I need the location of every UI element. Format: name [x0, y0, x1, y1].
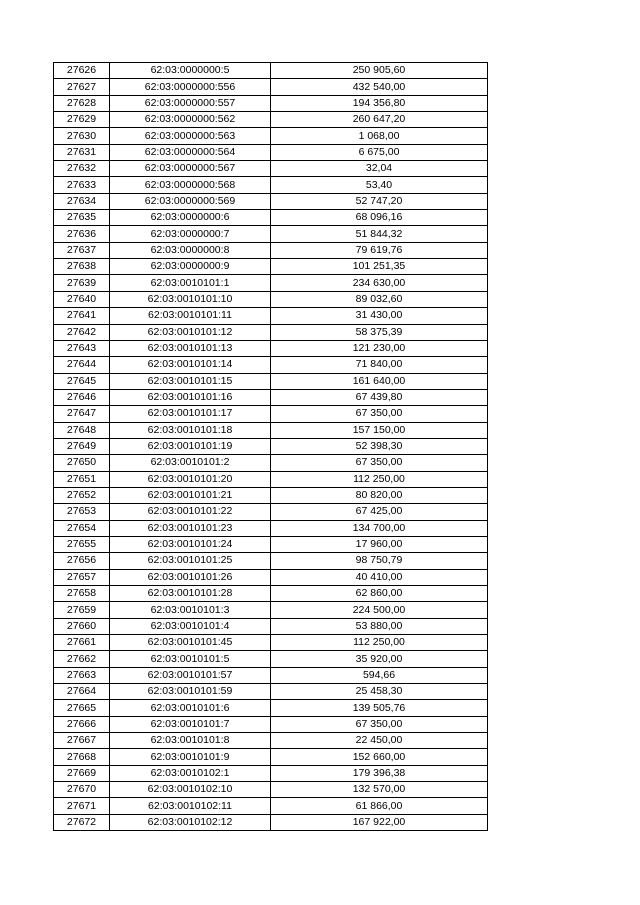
cadastral-number-cell: 62:03:0000000:556 — [110, 79, 271, 95]
cadastral-number-cell: 62:03:0000000:564 — [110, 144, 271, 160]
cadastral-value-cell: 139 505,76 — [271, 700, 488, 716]
table-row — [54, 193, 488, 209]
row-number-cell: 27629 — [54, 112, 110, 128]
cadastral-value-cell: 132 570,00 — [271, 782, 488, 798]
cadastral-number-cell: 62:03:0000000:567 — [110, 161, 271, 177]
row-number-cell: 27647 — [54, 406, 110, 422]
cadastral-value-cell: 98 750,79 — [271, 553, 488, 569]
row-number-cell: 27660 — [54, 618, 110, 634]
table-row — [54, 373, 488, 389]
cadastral-number-cell: 62:03:0000000:557 — [110, 95, 271, 111]
table-row — [54, 520, 488, 536]
cadastral-number-cell: 62:03:0000000:562 — [110, 112, 271, 128]
table-row — [54, 504, 488, 520]
cadastral-number-cell: 62:03:0010101:17 — [110, 406, 271, 422]
cadastral-number-cell: 62:03:0010102:10 — [110, 782, 271, 798]
cadastral-number-cell: 62:03:0010101:13 — [110, 340, 271, 356]
cadastral-number-cell: 62:03:0000000:569 — [110, 193, 271, 209]
cadastral-value-cell: 58 375,39 — [271, 324, 488, 340]
cadastral-number-cell: 62:03:0010101:20 — [110, 471, 271, 487]
row-number-cell: 27672 — [54, 814, 110, 830]
row-number-cell: 27657 — [54, 569, 110, 585]
table-row — [54, 782, 488, 798]
cadastral-value-cell: 25 458,30 — [271, 684, 488, 700]
table-row — [54, 814, 488, 830]
table-row — [54, 586, 488, 602]
cadastral-value-cell: 179 396,38 — [271, 765, 488, 781]
cadastral-number-cell: 62:03:0010101:59 — [110, 684, 271, 700]
cadastral-value-cell: 112 250,00 — [271, 471, 488, 487]
cadastral-number-cell: 62:03:0010101:3 — [110, 602, 271, 618]
cadastral-value-cell: 67 439,80 — [271, 389, 488, 405]
table-row — [54, 455, 488, 471]
cadastral-value-cell: 89 032,60 — [271, 291, 488, 307]
table-row — [54, 210, 488, 226]
cadastral-value-cell: 1 068,00 — [271, 128, 488, 144]
cadastral-value-table — [53, 62, 488, 831]
table-row — [54, 324, 488, 340]
cadastral-number-cell: 62:03:0010101:19 — [110, 438, 271, 454]
table-row — [54, 275, 488, 291]
row-number-cell: 27646 — [54, 389, 110, 405]
table-row — [54, 95, 488, 111]
cadastral-value-cell: 161 640,00 — [271, 373, 488, 389]
cadastral-number-cell: 62:03:0010102:11 — [110, 798, 271, 814]
cadastral-value-cell: 53,40 — [271, 177, 488, 193]
cadastral-value-cell: 40 410,00 — [271, 569, 488, 585]
row-number-cell: 27668 — [54, 749, 110, 765]
cadastral-number-cell: 62:03:0000000:9 — [110, 259, 271, 275]
row-number-cell: 27641 — [54, 308, 110, 324]
row-number-cell: 27636 — [54, 226, 110, 242]
row-number-cell: 27627 — [54, 79, 110, 95]
cadastral-number-cell: 62:03:0010101:10 — [110, 291, 271, 307]
cadastral-value-cell: 71 840,00 — [271, 357, 488, 373]
cadastral-number-cell: 62:03:0000000:7 — [110, 226, 271, 242]
row-number-cell: 27638 — [54, 259, 110, 275]
table-row — [54, 406, 488, 422]
table-row — [54, 618, 488, 634]
cadastral-value-cell: 67 425,00 — [271, 504, 488, 520]
cadastral-value-cell: 62 860,00 — [271, 586, 488, 602]
cadastral-value-cell: 22 450,00 — [271, 733, 488, 749]
cadastral-number-cell: 62:03:0000000:5 — [110, 63, 271, 79]
table-row — [54, 63, 488, 79]
table-row — [54, 700, 488, 716]
row-number-cell: 27669 — [54, 765, 110, 781]
cadastral-number-cell: 62:03:0010101:6 — [110, 700, 271, 716]
table-row — [54, 569, 488, 585]
cadastral-value-cell: 51 844,32 — [271, 226, 488, 242]
row-number-cell: 27637 — [54, 242, 110, 258]
table-row — [54, 602, 488, 618]
row-number-cell: 27648 — [54, 422, 110, 438]
row-number-cell: 27645 — [54, 373, 110, 389]
table-row — [54, 749, 488, 765]
cadastral-value-cell: 52 398,30 — [271, 438, 488, 454]
cadastral-number-cell: 62:03:0010101:22 — [110, 504, 271, 520]
cadastral-number-cell: 62:03:0010101:23 — [110, 520, 271, 536]
cadastral-value-cell: 101 251,35 — [271, 259, 488, 275]
cadastral-number-cell: 62:03:0010101:7 — [110, 716, 271, 732]
cadastral-number-cell: 62:03:0000000:6 — [110, 210, 271, 226]
row-number-cell: 27649 — [54, 438, 110, 454]
cadastral-number-cell: 62:03:0010101:14 — [110, 357, 271, 373]
row-number-cell: 27656 — [54, 553, 110, 569]
table-row — [54, 635, 488, 651]
row-number-cell: 27651 — [54, 471, 110, 487]
cadastral-number-cell: 62:03:0010101:25 — [110, 553, 271, 569]
row-number-cell: 27664 — [54, 684, 110, 700]
cadastral-value-cell: 80 820,00 — [271, 487, 488, 503]
cadastral-value-cell: 250 905,60 — [271, 63, 488, 79]
row-number-cell: 27666 — [54, 716, 110, 732]
cadastral-number-cell: 62:03:0010101:21 — [110, 487, 271, 503]
table-row — [54, 308, 488, 324]
row-number-cell: 27643 — [54, 340, 110, 356]
table-row — [54, 422, 488, 438]
table-row — [54, 291, 488, 307]
cadastral-value-cell: 31 430,00 — [271, 308, 488, 324]
cadastral-value-cell: 32,04 — [271, 161, 488, 177]
row-number-cell: 27640 — [54, 291, 110, 307]
row-number-cell: 27652 — [54, 487, 110, 503]
table-row — [54, 128, 488, 144]
cadastral-number-cell: 62:03:0010101:1 — [110, 275, 271, 291]
row-number-cell: 27650 — [54, 455, 110, 471]
cadastral-value-cell: 68 096,16 — [271, 210, 488, 226]
cadastral-number-cell: 62:03:0010101:15 — [110, 373, 271, 389]
cadastral-number-cell: 62:03:0010101:18 — [110, 422, 271, 438]
cadastral-value-cell: 67 350,00 — [271, 406, 488, 422]
cadastral-value-cell: 17 960,00 — [271, 536, 488, 552]
row-number-cell: 27631 — [54, 144, 110, 160]
cadastral-value-cell: 6 675,00 — [271, 144, 488, 160]
row-number-cell: 27653 — [54, 504, 110, 520]
row-number-cell: 27634 — [54, 193, 110, 209]
cadastral-number-cell: 62:03:0010101:57 — [110, 667, 271, 683]
cadastral-number-cell: 62:03:0010101:5 — [110, 651, 271, 667]
cadastral-value-cell: 35 920,00 — [271, 651, 488, 667]
cadastral-value-cell: 52 747,20 — [271, 193, 488, 209]
cadastral-number-cell: 62:03:0010102:1 — [110, 765, 271, 781]
cadastral-value-cell: 432 540,00 — [271, 79, 488, 95]
table-row — [54, 651, 488, 667]
cadastral-number-cell: 62:03:0000000:8 — [110, 242, 271, 258]
row-number-cell: 27655 — [54, 536, 110, 552]
cadastral-number-cell: 62:03:0010101:8 — [110, 733, 271, 749]
row-number-cell: 27667 — [54, 733, 110, 749]
table-row — [54, 667, 488, 683]
row-number-cell: 27654 — [54, 520, 110, 536]
table-row — [54, 177, 488, 193]
cadastral-number-cell: 62:03:0010101:45 — [110, 635, 271, 651]
row-number-cell: 27662 — [54, 651, 110, 667]
row-number-cell: 27633 — [54, 177, 110, 193]
cadastral-value-cell: 79 619,76 — [271, 242, 488, 258]
table-row — [54, 733, 488, 749]
table-row — [54, 357, 488, 373]
cadastral-value-cell: 152 660,00 — [271, 749, 488, 765]
cadastral-value-cell: 157 150,00 — [271, 422, 488, 438]
cadastral-value-cell: 194 356,80 — [271, 95, 488, 111]
cadastral-number-cell: 62:03:0010101:16 — [110, 389, 271, 405]
cadastral-number-cell: 62:03:0010101:12 — [110, 324, 271, 340]
cadastral-number-cell: 62:03:0010101:28 — [110, 586, 271, 602]
row-number-cell: 27658 — [54, 586, 110, 602]
table-row — [54, 226, 488, 242]
table-row — [54, 716, 488, 732]
table-row — [54, 684, 488, 700]
table-row — [54, 765, 488, 781]
table-row — [54, 112, 488, 128]
table-row — [54, 798, 488, 814]
cadastral-number-cell: 62:03:0010101:26 — [110, 569, 271, 585]
table-row — [54, 471, 488, 487]
cadastral-value-cell: 260 647,20 — [271, 112, 488, 128]
cadastral-value-cell: 121 230,00 — [271, 340, 488, 356]
table-row — [54, 340, 488, 356]
row-number-cell: 27644 — [54, 357, 110, 373]
table-body — [54, 63, 488, 831]
cadastral-value-cell: 67 350,00 — [271, 716, 488, 732]
cadastral-number-cell: 62:03:0010101:11 — [110, 308, 271, 324]
cadastral-value-cell: 594,66 — [271, 667, 488, 683]
row-number-cell: 27635 — [54, 210, 110, 226]
cadastral-value-cell: 224 500,00 — [271, 602, 488, 618]
row-number-cell: 27659 — [54, 602, 110, 618]
cadastral-number-cell: 62:03:0010101:2 — [110, 455, 271, 471]
row-number-cell: 27626 — [54, 63, 110, 79]
table-row — [54, 487, 488, 503]
cadastral-value-cell: 112 250,00 — [271, 635, 488, 651]
table-row — [54, 161, 488, 177]
cadastral-value-cell: 234 630,00 — [271, 275, 488, 291]
row-number-cell: 27671 — [54, 798, 110, 814]
row-number-cell: 27665 — [54, 700, 110, 716]
cadastral-number-cell: 62:03:0000000:563 — [110, 128, 271, 144]
cadastral-value-cell: 67 350,00 — [271, 455, 488, 471]
table-row — [54, 553, 488, 569]
row-number-cell: 27661 — [54, 635, 110, 651]
cadastral-value-cell: 53 880,00 — [271, 618, 488, 634]
row-number-cell: 27630 — [54, 128, 110, 144]
cadastral-value-cell: 134 700,00 — [271, 520, 488, 536]
table-row — [54, 242, 488, 258]
table-row — [54, 438, 488, 454]
cadastral-number-cell: 62:03:0010101:24 — [110, 536, 271, 552]
cadastral-number-cell: 62:03:0010101:9 — [110, 749, 271, 765]
table-row — [54, 79, 488, 95]
cadastral-number-cell: 62:03:0010102:12 — [110, 814, 271, 830]
table-row — [54, 536, 488, 552]
row-number-cell: 27639 — [54, 275, 110, 291]
row-number-cell: 27632 — [54, 161, 110, 177]
table-row — [54, 259, 488, 275]
cadastral-number-cell: 62:03:0000000:568 — [110, 177, 271, 193]
cadastral-value-cell: 61 866,00 — [271, 798, 488, 814]
table-row — [54, 144, 488, 160]
row-number-cell: 27670 — [54, 782, 110, 798]
row-number-cell: 27642 — [54, 324, 110, 340]
row-number-cell: 27663 — [54, 667, 110, 683]
cadastral-value-cell: 167 922,00 — [271, 814, 488, 830]
cadastral-number-cell: 62:03:0010101:4 — [110, 618, 271, 634]
row-number-cell: 27628 — [54, 95, 110, 111]
table-row — [54, 389, 488, 405]
